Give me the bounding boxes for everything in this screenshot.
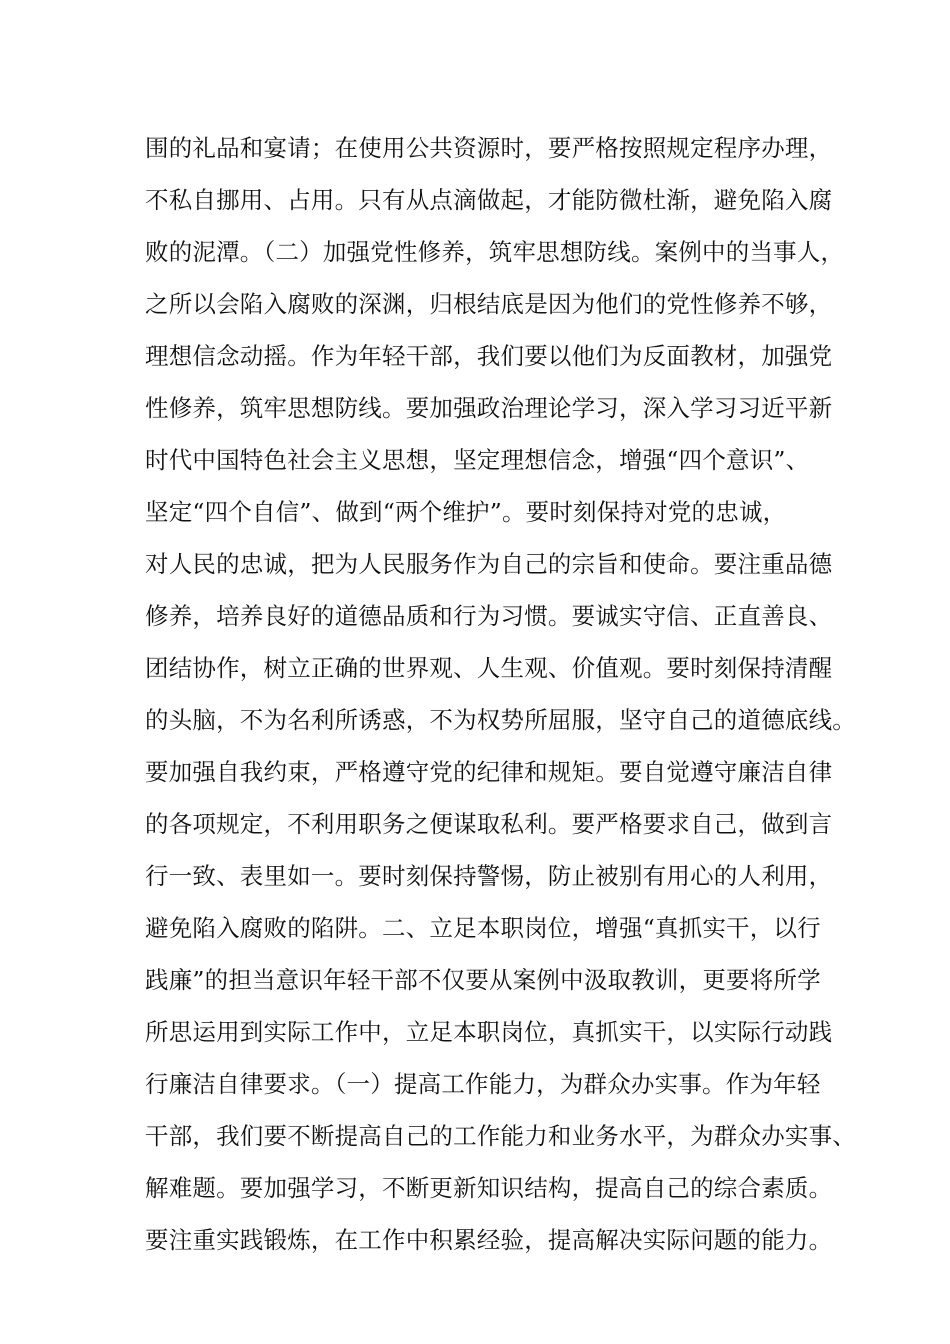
text-line: 践廉”的担当意识年轻干部不仅要从案例中汲取教训，更要将所学 [145, 966, 821, 994]
text-line: 行一致、表里如一。要时刻保持警惕，防止被别有用心的人利用， [145, 862, 833, 890]
text-line: 解难题。要加强学习，不断更新知识结构，提高自己的综合素质。 [145, 1174, 833, 1202]
text-line: 性修养，筑牢思想防线。要加强政治理论学习，深入学习习近平新 [145, 394, 833, 422]
text-line: 理想信念动摇。作为年轻干部，我们要以他们为反面教材，加强党 [145, 342, 833, 370]
text-line: 要注重实践锻炼，在工作中积累经验，提高解决实际问题的能力。 [145, 1226, 833, 1254]
text-line: 要加强自我约束，严格遵守党的纪律和规矩。要自觉遵守廉洁自律 [145, 758, 833, 786]
text-line: 的头脑，不为名利所诱惑，不为权势所屈服，坚守自己的道德底线。 [145, 706, 856, 734]
text-line: 干部，我们要不断提高自己的工作能力和业务水平，为群众办实事、 [145, 1122, 856, 1150]
text-line: 团结协作，树立正确的世界观、人生观、价值观。要时刻保持清醒 [145, 654, 833, 682]
text-line: 围的礼品和宴请；在使用公共资源时，要严格按照规定程序办理， [145, 134, 833, 162]
text-line: 所思运用到实际工作中，立足本职岗位，真抓实干，以实际行动践 [145, 1018, 833, 1046]
text-line: 避免陷入腐败的陷阱。二、立足本职岗位，增强“真抓实干，以行 [145, 914, 821, 942]
text-line: 行廉洁自律要求。（一）提高工作能力，为群众办实事。作为年轻 [145, 1070, 821, 1098]
text-line: 之所以会陷入腐败的深渊，归根结底是因为他们的党性修养不够， [145, 290, 833, 318]
text-line: 不私自挪用、占用。只有从点滴做起，才能防微杜渐，避免陷入腐 [145, 186, 833, 214]
text-line: 的各项规定，不利用职务之便谋取私利。要严格要求自己，做到言 [145, 810, 833, 838]
text-line: 坚定“四个自信”、做到“两个维护”。要时刻保持对党的忠诚， [145, 498, 787, 526]
text-line: 对人民的忠诚，把为人民服务作为自己的宗旨和使命。要注重品德 [145, 550, 833, 578]
text-line: 时代中国特色社会主义思想，坚定理想信念，增强“四个意识”、 [145, 446, 810, 474]
text-line: 败的泥潭。（二）加强党性修养，筑牢思想防线。案例中的当事人， [145, 238, 845, 266]
text-line: 修养，培养良好的道德品质和行为习惯。要诚实守信、正直善良、 [145, 602, 833, 630]
